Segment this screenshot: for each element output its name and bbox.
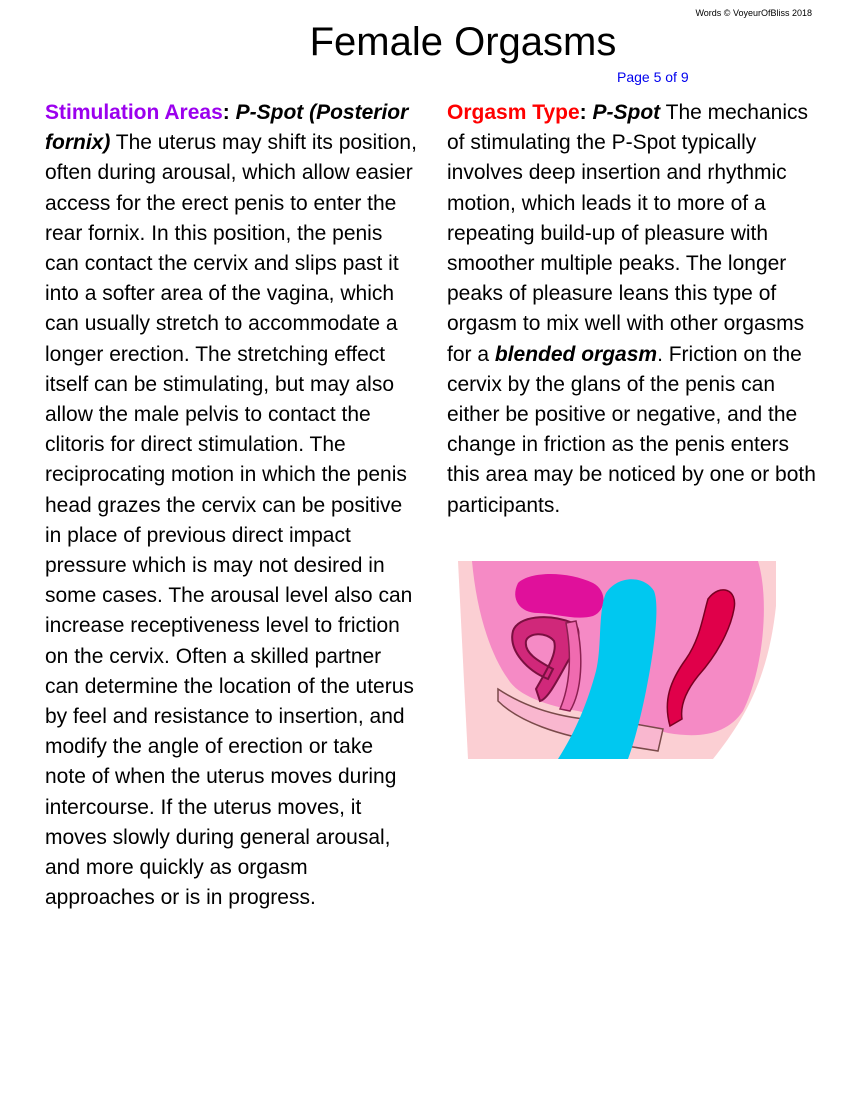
copyright-credit: Words © VoyeurOfBliss 2018	[695, 8, 812, 18]
page-indicator: Page 5 of 9	[617, 69, 689, 85]
p-spot-term: P-Spot (Posterior fornix)	[45, 101, 409, 155]
stimulation-areas-heading: Stimulation Areas	[45, 101, 223, 124]
orgasm-type-term: P-Spot	[592, 101, 661, 124]
orgasm-type-section	[447, 98, 823, 521]
anatomy-illustration	[458, 561, 776, 759]
stimulation-areas-body: The uterus may shift its position, often during arousal, which allow easier access for the erect penis to enter the rear fornix. In this position, the penis can contact the cervix and slips past it into a softer area of the vagina, which can usually stretch to accommodate a longer erection. The stretching effect itself can be stimulating, but may also allow the male pelvis to contact the clitoris for direct stimulation. The reciprocating motion in which the penis head grazes the cervix can be positive in place of previous direct impact pressure which is may not desired in some cases. The arousal level also can increase receptiveness level to friction on the cervix. Often a skilled partner can determine the location of the uterus by feel and resistance to insertion, and modify the angle of erection or take note of when the uterus moves during intercourse. If the uterus moves, it moves slowly during general arousal, and more quickly as orgasm approaches or is in progress.	[45, 131, 417, 910]
orgasm-type-body-2: . Friction on the cervix by the glans of the penis can either be positive or negative, and the change in friction as the penis enters this area may be noticed by one or both participants.	[447, 342, 816, 517]
orgasm-type-heading: Orgasm Type	[447, 101, 580, 124]
heading-colon: :	[579, 101, 587, 124]
blended-orgasm-emphasis: blended orgasm	[494, 342, 658, 366]
heading-colon: :	[222, 101, 230, 124]
stimulation-areas-section	[45, 98, 417, 913]
page-title: Female Orgasms	[309, 20, 617, 64]
orgasm-type-body-1: The mechanics of stimulating the P-Spot typically involves deep insertion and rhythmic motion, which leads it to more of a repeating build-up of pleasure with smoother multiple peaks. The longer peaks of pleasure leans this type of orgasm to mix well with other orgasms for a	[447, 101, 809, 366]
